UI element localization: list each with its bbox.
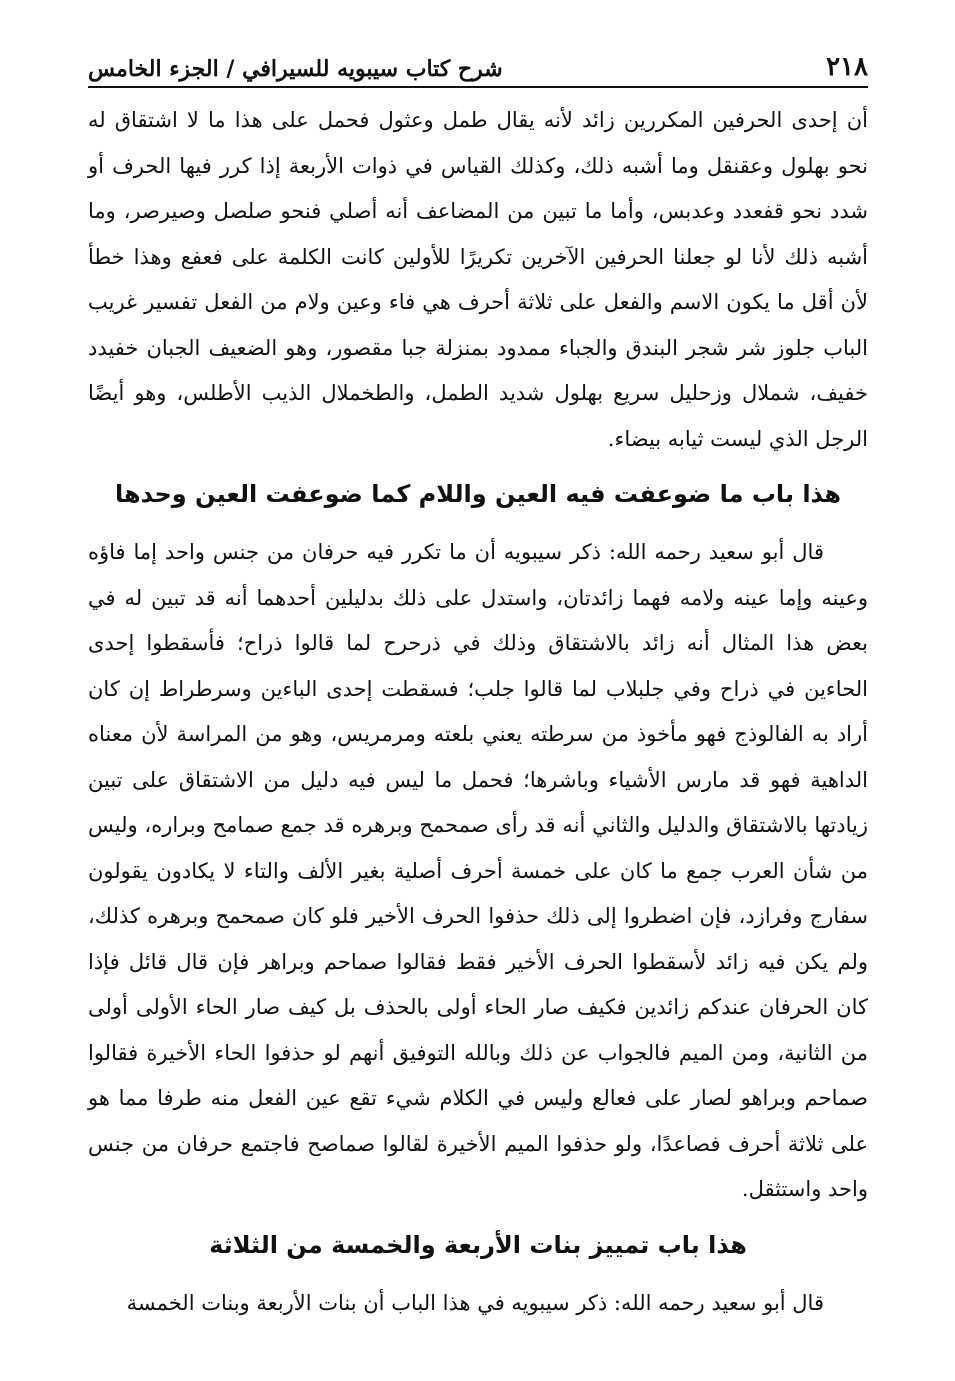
paragraph-chapter-opening: قال أبو سعيد رحمه الله: ذكر سيبويه في هذا الباب أن بنات الأربعة وبنات الخمسة (126, 1290, 824, 1315)
paragraph-continuation: أن إحدى الحرفين المكررين زائد لأنه يقال طمل وعثول فحمل على هذا ما لا اشتقاق له نحو بهلول وعقنقل وما أشبه ذلك، وكذلك القياس في ذوات الأربعة إذا كرر فيها الحرف أو شدد نحو قفعدد وعدبس، وأما ما تبين من المضاعف أنه أصلي فنحو صلصل وصيرصر، وما أشبه ذلك لأنا لو جعلنا الحرفين الآخرين تكريرًا للأولين كانت الكلمة على فعفع وهذا خطأ لأن أقل ما يكون الاسم والفعل على ثلاثة أحرف هي فاء وعين ولام من الفعل تفسير غريب الباب جلوز شر شجر البندق والجباء ممدود بمنزلة جبا مقصور، وهو الضعيف الجبان خفيدد خفيف، شملال وزحليل سريع بهلول شديد الطمل، والطخملال الذيب الأطلس، وهو أيضًا الرجل الذي ليست ثيابه بيضاء. (88, 108, 868, 451)
chapter-heading-quadriliteral: هذا باب تمييز بنات الأربعة والخمسة من الثلاثة (209, 1230, 747, 1259)
book-title: شرح كتاب سيبويه للسيرافي / الجزء الخامس (88, 56, 503, 82)
book-page (88, 40, 868, 1360)
running-header (88, 40, 868, 88)
chapter-heading-doubled-letters: هذا باب ما ضوعفت فيه العين واللام كما ضوعفت العين وحدها (114, 480, 842, 508)
page-number: ٢١٨ (826, 52, 868, 82)
paragraph-abu-said-commentary: قال أبو سعيد رحمه الله: ذكر سيبويه أن ما تكرر فيه حرفان من جنس واحد إما فاؤه وعينه وإما عينه ولامه فهما زائدتان، واستدل على ذلك بدليلين أحدهما أنه قد تبين له في بعض هذا المثال أنه زائد بالاشتقاق وذلك في ذرحرح لما قالوا ذراح؛ فأسقطوا إحدى الحاءين في ذراح وفي جلبلاب لما قالوا جلب؛ فسقطت إحدى الباءين وسرطراط إن كان أراد به الفالوذج فهو مأخوذ من سرطته يعني بلعته ومرمريس، وهو من المراسة لأن معناه الداهية فهو قد مارس الأشياء وباشرها؛ فحمل ما ليس فيه دليل من الاشتقاق على تبين زيادتها بالاشتقاق والدليل والثاني أنه قد رأى صمحمح وبرهره قد جمع صمامح وبراره، وليس من شأن العرب جمع ما كان على خمسة أحرف أصلية بغير الألف والتاء لا يكادون يقولون سفارج وفرازد، فإن اضطروا إلى ذلك حذفوا الحرف الأخير فلو كان صمحمح وبرهره كذلك، ولم يكن فيه زائد لأسقطوا الحرف الأخير فقط فقالوا صماحم وبراهر فإن قال قائل فإذا كان الحرفان عندكم زائدين فكيف صار الحاء أولى بالحذف بل كيف صار الحاء الأولى أولى من الثانية، ومن الميم فالجواب عن ذلك وبالله التوفيق أنهم لو حذفوا الحاء الأخيرة فقالوا صماحم وبراهو لصار على فعالع وليس في الكلام شيء تقع عين الفعل منه طرفا مما هو على ثلاثة أحرف فصاعدًا، ولو حذفوا الميم الأخيرة لقالوا صماصح فاجتمع حرفان من جنس واحد واستثقل. (88, 540, 868, 1201)
page-body (88, 98, 868, 1326)
